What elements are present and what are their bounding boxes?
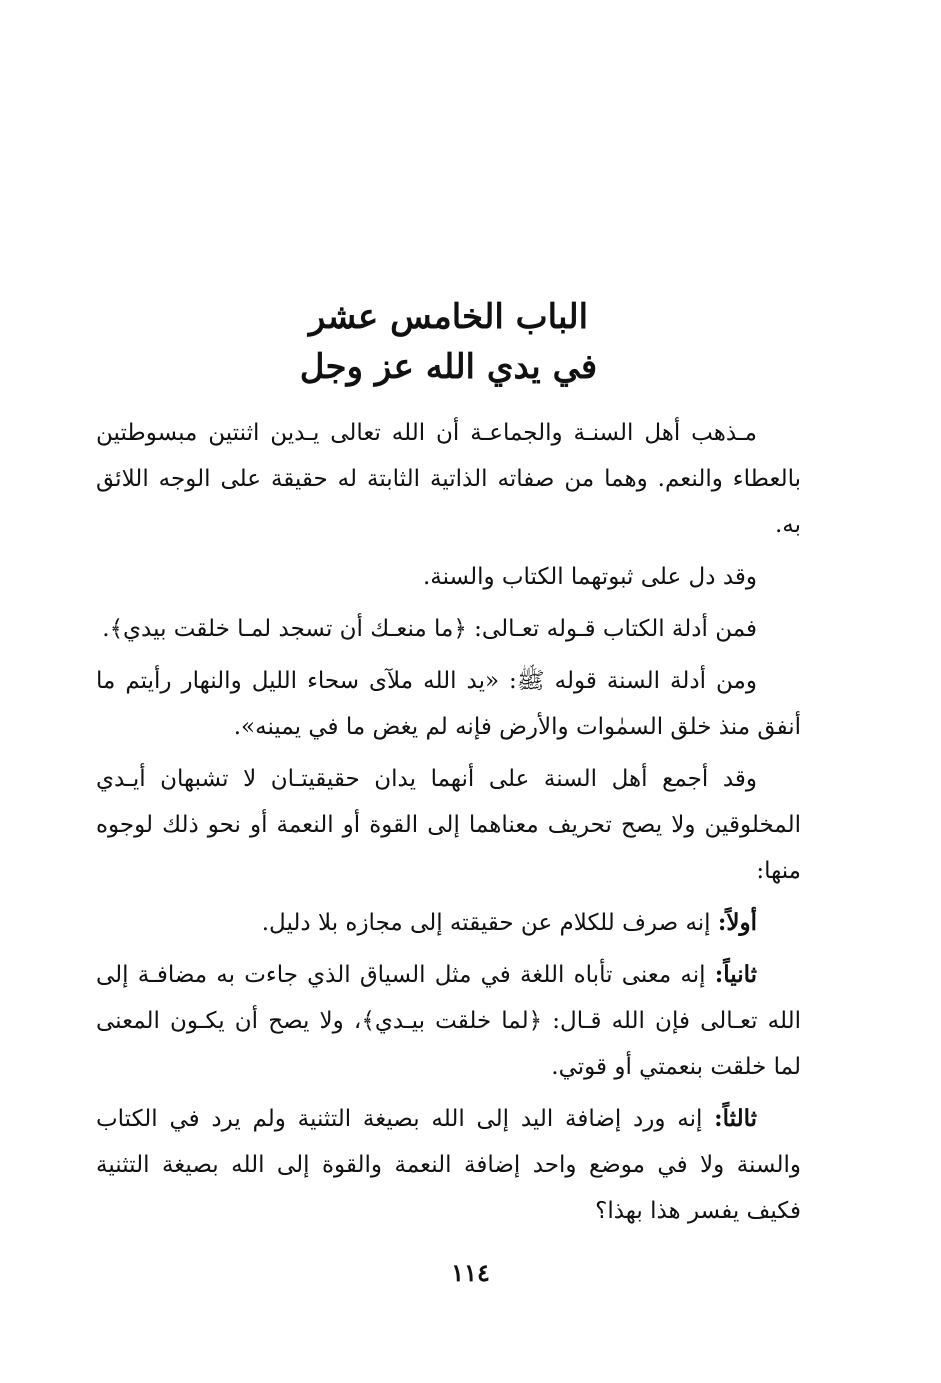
- paragraph-reason-third: [96, 1096, 801, 1234]
- paragraph-consensus: [96, 756, 801, 894]
- chapter-title: الباب الخامس عشر: [308, 297, 589, 337]
- reason-lead: أولاً:: [717, 909, 757, 936]
- paragraph-doctrine: [96, 410, 801, 548]
- chapter-subtitle: في يدي الله عز وجل: [299, 347, 598, 387]
- paragraph-text: مـذهب أهل السنـة والجماعـة أن الله تعالى يـدين اثنتين مبسوطتين بالعطاء والنعم. وهما من صفاته الذاتية الثابتة له حقيقة على الوجه اللائق به.: [96, 420, 801, 538]
- reason-lead: ثالثاً:: [714, 1105, 757, 1132]
- paragraph-quran-evidence: [96, 606, 801, 652]
- paragraph-text: إنه معنى تأباه اللغة في مثل السياق الذي جاءت به مضافـة إلى الله تعـالى فإن الله قـال: ﴿لما خلقت بيـدي﴾، ولا يصح أن يكـون المعنى لما خلقت بنعمتي أو قوتي.: [96, 962, 801, 1080]
- body-text: [96, 410, 801, 1240]
- paragraph-text: ومن أدلة السنة قوله ﷺ: «يد الله ملآى سحاء الليل والنهار رأيتم ما أنفق منذ خلق السمٰوات والأرض فإنه لم يغض ما في يمينه».: [96, 668, 801, 740]
- paragraph-text: وقد أجمع أهل السنة على أنهما يدان حقيقيتـان لا تشبهان أيـدي المخلوقين ولا يصح تحريف معناهما إلى القوة أو النعمة أو نحو ذلك لوجوه منها:: [96, 766, 801, 884]
- paragraph-reason-second: [96, 952, 801, 1090]
- page-number: ١١٤: [451, 1258, 490, 1287]
- chapter-heading: [96, 292, 801, 392]
- reason-lead: ثانياً:: [714, 961, 757, 988]
- paragraph-sunnah-evidence: [96, 658, 801, 750]
- paragraph-text: إنه صرف للكلام عن حقيقته إلى مجازه بلا دليل.: [261, 910, 718, 936]
- paragraph-text: وقد دل على ثبوتهما الكتاب والسنة.: [422, 564, 757, 590]
- paragraph-evidence-intro: [96, 554, 801, 600]
- paragraph-reason-first: [96, 900, 801, 946]
- paragraph-text: فمن أدلة الكتاب قـوله تعـالى: ﴿ما منعـك أن تسجد لمـا خلقت بيدي﴾.: [102, 616, 757, 642]
- paragraph-text: إنه ورد إضافة اليد إلى الله بصيغة التثنية ولم يرد في الكتاب والسنة ولا في موضع واحد إضافة النعمة والقوة إلى الله بصيغة التثنية فكيف يفسر هذا بهذا؟: [96, 1106, 801, 1224]
